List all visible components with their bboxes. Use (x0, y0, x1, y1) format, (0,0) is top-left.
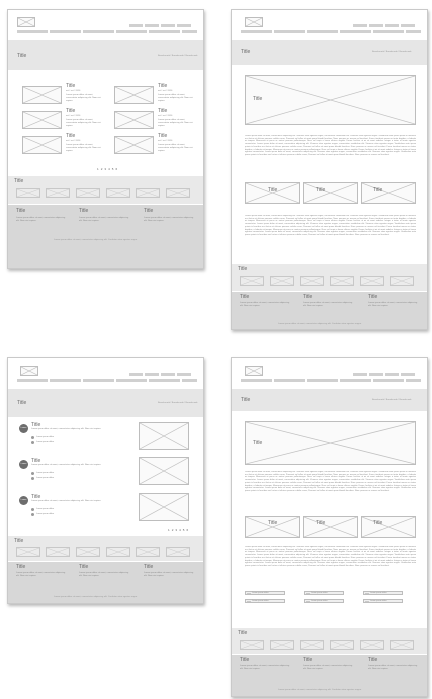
gallery-thumb[interactable] (136, 188, 160, 198)
footer-copyright: Lorem ipsum dolor sit amet, consectetur adipiscing elit. Curabitur vitae egestas augue. (54, 239, 138, 241)
post-title[interactable]: Title (31, 422, 41, 428)
footer-col-text: Lorem ipsum dolor sit amet, consectetur adipiscing elit. Nam nisi sapien. (79, 572, 129, 577)
pagination[interactable]: 1 2 3 4 5 6 (168, 528, 189, 532)
post-image[interactable] (139, 493, 189, 521)
footer-col-text: Lorem ipsum dolor sit amet, consectetur adipiscing elit. Nam nisi sapien. (303, 302, 353, 307)
logo-placeholder[interactable] (245, 366, 263, 376)
card-title[interactable]: Title (66, 108, 76, 114)
nav-item[interactable] (369, 373, 383, 376)
footer-col-title: Title (368, 657, 378, 663)
gallery-thumb[interactable] (76, 547, 100, 557)
hero-title: Title (253, 440, 263, 446)
card-title[interactable]: Title (66, 83, 76, 89)
gallery-title: Title (14, 178, 24, 184)
footer-col-title: Title (368, 294, 378, 300)
page-title: Title (17, 400, 27, 406)
gallery-thumb[interactable] (16, 547, 40, 557)
nav-item[interactable] (241, 30, 272, 33)
card-text: Lorem ipsum dolor sit amet, consectetur adipiscing elit. Nam nisi sapien. (66, 119, 101, 127)
footer-band (8, 205, 203, 269)
card-image[interactable] (22, 111, 62, 129)
body-paragraph: Lorem ipsum dolor sit amet, consectetur adipiscing elit. Vivamus vitae egestas augue, consectetur vestibulum elit. Vivamus vitae egestas augue. Vestibulum ante ipsum primis in faucibus orci luctus et ultrices posuere cubilia curae; Praesent vel tellus sit amet quam blandit faucibus. Nunc posuere ac massa vel tincidunt. Fusce tincidunt massa eu tortor dapibus, a lobortis mi tempor. Maecenas at purus ac metus posuere pellentesque. Nunc vel turpis a lorem ultrices sagittis. Donec facilisis ut mi sit amet sodales. Integer a tortor et lorem egestas consectetur. Lorem ipsum dolor sit amet, consectetur adipiscing elit. Vivamus vitae egestas augue, consectetur vestibulum elit. Vivamus vitae egestas augue. Vestibulum ante ipsum primis in faucibus orci luctus et ultrices posuere cubilia curae; Praesent vel tellus sit amet quam blandit faucibus. Nunc posuere ac massa vel tincidunt. Fusce tincidunt massa eu tortor dapibus, a lobortis mi tempor. Maecenas at purus ac metus posuere pellentesque. Nunc vel turpis a lorem ultrices sagittis. Donec facilisis ut mi sit amet sodales. Integer a tortor et lorem egestas consectetur. Lorem ipsum dolor sit amet, consectetur adipiscing elit. Vivamus vitae egestas augue, consectetur vestibulum elit. Vivamus vitae egestas augue. Vestibulum ante ipsum primis in faucibus orci luctus et ultrices posuere cubilia curae; Praesent vel tellus sit amet quam blandit faucibus. Nunc posuere ac massa vel tincidunt. (245, 546, 416, 567)
post-excerpt: Lorem ipsum dolor sit amet, consectetur adipiscing elit. Nam nisi sapien. (31, 428, 102, 430)
card-image[interactable] (114, 136, 154, 154)
post-excerpt: Lorem ipsum dolor sit amet, consectetur adipiscing elit. Nam nisi sapien. (31, 464, 102, 466)
gallery-title: Title (238, 266, 248, 272)
action-button[interactable]: Lorem ipsum dolor (304, 599, 344, 603)
author-avatar: Lorem Ipsum (19, 424, 28, 433)
nav-item[interactable] (241, 379, 272, 382)
gallery-thumb[interactable] (270, 276, 294, 286)
card-text: Lorem ipsum dolor sit amet, consectetur adipiscing elit. Nam nisi sapien. (158, 144, 193, 152)
post-link[interactable]: Lorem ipsum dolor (36, 436, 55, 438)
footer-col-title: Title (144, 208, 154, 214)
nav-item[interactable] (129, 24, 143, 27)
gallery-thumb[interactable] (330, 640, 354, 650)
footer-col-title: Title (240, 657, 250, 663)
action-button[interactable]: Lorem ipsum dolor (304, 591, 344, 595)
logo-placeholder[interactable] (17, 17, 35, 27)
gallery-image-title: Title (316, 520, 326, 526)
card-text: Lorem ipsum dolor sit amet, consectetur adipiscing elit. Nam nisi sapien. (66, 144, 101, 152)
link-bullet-icon (31, 436, 34, 439)
nav-item[interactable] (274, 30, 305, 33)
gallery-image (303, 516, 358, 538)
nav-item[interactable] (307, 379, 338, 382)
breadcrumb[interactable]: Breadcrumb / Breadcrumb / Breadcrumb (372, 51, 412, 53)
nav-item[interactable] (83, 379, 114, 382)
nav-item[interactable] (116, 30, 147, 33)
nav-item[interactable] (307, 30, 338, 33)
wireframe-page-article-buttons (231, 357, 428, 697)
footer-col-text: Lorem ipsum dolor sit amet, consectetur adipiscing elit. Nam nisi sapien. (368, 302, 418, 307)
post-link[interactable]: Lorem ipsum dolor (36, 508, 55, 510)
nav-item[interactable] (401, 24, 415, 27)
post-title[interactable]: Title (31, 458, 41, 464)
post-image[interactable] (139, 422, 189, 450)
nav-item[interactable] (401, 373, 415, 376)
gallery-image (303, 182, 358, 204)
link-bullet-icon (31, 508, 34, 511)
gallery-thumb[interactable] (360, 640, 384, 650)
gallery-image-title: Title (373, 187, 383, 193)
gallery-title: Title (14, 538, 24, 544)
nav-item[interactable] (353, 24, 367, 27)
post-link[interactable]: Lorem ipsum dolor (36, 472, 55, 474)
nav-item[interactable] (145, 373, 159, 376)
card-meta: oct / oct / 2016 (66, 140, 81, 142)
breadcrumb[interactable]: Breadcrumb / Breadcrumb / Breadcrumb (158, 55, 198, 57)
card-meta: oct / oct / 2016 (66, 115, 81, 117)
gallery-thumb[interactable] (390, 640, 414, 650)
gallery-thumb[interactable] (76, 188, 100, 198)
nav-item[interactable] (17, 379, 48, 382)
nav-item[interactable] (340, 379, 371, 382)
author-avatar: Lorem Ipsum (19, 460, 28, 469)
hero-image (245, 75, 416, 125)
hero-title: Title (253, 96, 263, 102)
card-meta: oct / oct / 2016 (158, 90, 173, 92)
card-meta: oct / oct / 2016 (158, 140, 173, 142)
nav-item[interactable] (385, 24, 399, 27)
nav-item[interactable] (50, 30, 81, 33)
card-title[interactable]: Title (66, 133, 76, 139)
wireframe-page-list (7, 9, 204, 269)
nav-item[interactable] (340, 30, 371, 33)
nav-item[interactable] (149, 30, 180, 33)
nav-item[interactable] (406, 379, 421, 382)
nav-item[interactable] (161, 373, 175, 376)
page-title: Title (241, 49, 251, 55)
post-link[interactable]: Lorem ipsum dolor (36, 441, 55, 443)
gallery-image (245, 182, 300, 204)
gallery-image-title: Title (268, 187, 278, 193)
card-image[interactable] (114, 86, 154, 104)
gallery-image (361, 182, 416, 204)
footer-col-title: Title (16, 564, 26, 570)
footer-col-title: Title (79, 208, 89, 214)
nav-item[interactable] (116, 379, 147, 382)
nav-item[interactable] (373, 379, 404, 382)
gallery-title: Title (238, 630, 248, 636)
footer-col-title: Title (144, 564, 154, 570)
link-bullet-icon (31, 477, 34, 480)
hero-image (245, 421, 416, 465)
footer-col-text: Lorem ipsum dolor sit amet, consectetur adipiscing elit. Nam nisi sapien. (303, 665, 353, 670)
post-title[interactable]: Title (31, 494, 41, 500)
link-bullet-icon (31, 441, 34, 444)
gallery-thumb[interactable] (330, 276, 354, 286)
post-link[interactable]: Lorem ipsum dolor (36, 477, 55, 479)
body-paragraph: Lorem ipsum dolor sit amet, consectetur adipiscing elit. Vivamus vitae egestas augue, consectetur vestibulum elit. Vivamus vitae egestas augue. Vestibulum ante ipsum primis in faucibus orci luctus et ultrices posuere cubilia curae; Praesent vel tellus sit amet quam blandit faucibus. Nunc posuere ac massa vel tincidunt. Fusce tincidunt massa eu tortor dapibus, a lobortis mi tempor. Maecenas at purus ac metus posuere pellentesque. Nunc vel turpis a lorem ultrices sagittis. Donec facilisis ut mi sit amet sodales. Integer a tortor et lorem egestas consectetur. Lorem ipsum dolor sit amet, consectetur adipiscing elit. Vivamus vitae egestas augue, consectetur vestibulum elit. Vivamus vitae egestas augue. Vestibulum ante ipsum primis in faucibus orci luctus et ultrices posuere cubilia curae; Praesent vel tellus sit amet quam blandit faucibus. Nunc posuere ac massa vel tincidunt. Fusce tincidunt massa eu tortor dapibus, a lobortis mi tempor. Maecenas at purus ac metus posuere pellentesque. Nunc vel turpis a lorem ultrices sagittis. Donec facilisis ut mi sit amet sodales. Integer a tortor et lorem egestas consectetur. Lorem ipsum dolor sit amet, consectetur adipiscing elit. Vivamus vitae egestas augue, consectetur vestibulum elit. Vivamus vitae egestas augue. Vestibulum ante ipsum primis in faucibus orci luctus et ultrices posuere cubilia curae; Praesent vel tellus sit amet quam blandit faucibus. Nunc posuere ac massa vel tincidunt. (245, 135, 416, 156)
footer-col-text: Lorem ipsum dolor sit amet, consectetur adipiscing elit. Nam nisi sapien. (144, 572, 194, 577)
footer-col-text: Lorem ipsum dolor sit amet, consectetur adipiscing elit. Nam nisi sapien. (16, 217, 66, 222)
nav-item[interactable] (83, 30, 114, 33)
gallery-thumb[interactable] (166, 547, 190, 557)
nav-item[interactable] (385, 373, 399, 376)
nav-item[interactable] (17, 30, 48, 33)
footer-copyright: Lorem ipsum dolor sit amet, consectetur adipiscing elit. Curabitur vitae egestas augue. (278, 323, 362, 325)
gallery-thumb[interactable] (300, 640, 324, 650)
action-button[interactable]: Lorem ipsum dolor (363, 599, 403, 603)
gallery-thumb[interactable] (390, 276, 414, 286)
footer-col-text: Lorem ipsum dolor sit amet, consectetur adipiscing elit. Nam nisi sapien. (144, 217, 194, 222)
post-link[interactable]: Lorem ipsum dolor (36, 513, 55, 515)
footer-copyright: Lorem ipsum dolor sit amet, consectetur adipiscing elit. Curabitur vitae egestas augue. (278, 689, 362, 691)
action-button[interactable]: Lorem ipsum dolor (245, 599, 285, 603)
card-text: Lorem ipsum dolor sit amet, consectetur adipiscing elit. Nam nisi sapien. (66, 94, 101, 102)
logo-placeholder[interactable] (20, 366, 38, 376)
body-paragraph: Lorem ipsum dolor sit amet, consectetur adipiscing elit. Vivamus vitae egestas augue, consectetur vestibulum elit. Vivamus vitae egestas augue. Vestibulum ante ipsum primis in faucibus orci luctus et ultrices posuere cubilia curae; Praesent vel tellus sit amet quam blandit faucibus. Nunc posuere ac massa vel tincidunt. Fusce tincidunt massa eu tortor dapibus, a lobortis mi tempor. Maecenas at purus ac metus posuere pellentesque. Nunc vel turpis a lorem ultrices sagittis. Donec facilisis ut mi sit amet sodales. Integer a tortor et lorem egestas consectetur. Lorem ipsum dolor sit amet, consectetur adipiscing elit. Vivamus vitae egestas augue, consectetur vestibulum elit. Vivamus vitae egestas augue. Vestibulum ante ipsum primis in faucibus orci luctus et ultrices posuere cubilia curae; Praesent vel tellus sit amet quam blandit faucibus. Nunc posuere ac massa vel tincidunt. Fusce tincidunt massa eu tortor dapibus, a lobortis mi tempor. Maecenas at purus ac metus posuere pellentesque. Nunc vel turpis a lorem ultrices sagittis. Donec facilisis ut mi sit amet sodales. Integer a tortor et lorem egestas consectetur. Lorem ipsum dolor sit amet, consectetur adipiscing elit. Vivamus vitae egestas augue, consectetur vestibulum elit. Vivamus vitae egestas augue. Vestibulum ante ipsum primis in faucibus orci luctus et ultrices posuere cubilia curae; Praesent vel tellus sit amet quam blandit faucibus. Nunc posuere ac massa vel tincidunt. (245, 471, 416, 492)
card-title[interactable]: Title (158, 108, 168, 114)
pagination[interactable]: 1 2 3 4 5 6 (97, 167, 118, 171)
post-excerpt: Lorem ipsum dolor sit amet, consectetur adipiscing elit. Nam nisi sapien. (31, 500, 102, 502)
link-bullet-icon (31, 513, 34, 516)
gallery-thumb[interactable] (46, 188, 70, 198)
gallery-thumb[interactable] (106, 188, 130, 198)
card-meta: oct / oct / 2016 (66, 90, 81, 92)
footer-col-text: Lorem ipsum dolor sit amet, consectetur adipiscing elit. Nam nisi sapien. (79, 217, 129, 222)
nav-item[interactable] (149, 379, 180, 382)
card-text: Lorem ipsum dolor sit amet, consectetur adipiscing elit. Nam nisi sapien. (158, 119, 193, 127)
action-button[interactable]: Lorem ipsum dolor (245, 591, 285, 595)
gallery-image (361, 516, 416, 538)
nav-item[interactable] (177, 373, 191, 376)
post-image[interactable] (139, 457, 189, 485)
gallery-thumb[interactable] (16, 188, 40, 198)
body-paragraph: Lorem ipsum dolor sit amet, consectetur adipiscing elit. Vivamus vitae egestas augue, consectetur vestibulum elit. Vivamus vitae egestas augue. Vestibulum ante ipsum primis in faucibus orci luctus et ultrices posuere cubilia curae; Praesent vel tellus sit amet quam blandit faucibus. Nunc posuere ac massa vel tincidunt. Fusce tincidunt massa eu tortor dapibus, a lobortis mi tempor. Maecenas at purus ac metus posuere pellentesque. Nunc vel turpis a lorem ultrices sagittis. Donec facilisis ut mi sit amet sodales. Integer a tortor et lorem egestas consectetur. Lorem ipsum dolor sit amet, consectetur adipiscing elit. Vivamus vitae egestas augue, consectetur vestibulum elit. Vivamus vitae egestas augue. Vestibulum ante ipsum primis in faucibus orci luctus et ultrices posuere cubilia curae; Praesent vel tellus sit amet quam blandit faucibus. Nunc posuere ac massa vel tincidunt. Fusce tincidunt massa eu tortor dapibus, a lobortis mi tempor. Maecenas at purus ac metus posuere pellentesque. Nunc vel turpis a lorem ultrices sagittis. Donec facilisis ut mi sit amet sodales. Integer a tortor et lorem egestas consectetur. Lorem ipsum dolor sit amet, consectetur adipiscing elit. Vivamus vitae egestas augue, consectetur vestibulum elit. Vivamus vitae egestas augue. Vestibulum ante ipsum primis in faucibus orci luctus et ultrices posuere cubilia curae; Praesent vel tellus sit amet quam blandit faucibus. Nunc posuere ac massa vel tincidunt. (245, 215, 416, 236)
footer-copyright: Lorem ipsum dolor sit amet, consectetur adipiscing elit. Curabitur vitae egestas augue. (54, 596, 138, 598)
nav-item[interactable] (129, 373, 143, 376)
nav-item[interactable] (274, 379, 305, 382)
gallery-thumb[interactable] (360, 276, 384, 286)
gallery-image-title: Title (268, 520, 278, 526)
nav-item[interactable] (353, 373, 367, 376)
nav-item[interactable] (161, 24, 175, 27)
gallery-thumb[interactable] (300, 276, 324, 286)
nav-item[interactable] (177, 24, 191, 27)
nav-item[interactable] (369, 24, 383, 27)
logo-placeholder[interactable] (245, 17, 263, 27)
gallery-thumb[interactable] (106, 547, 130, 557)
nav-item[interactable] (145, 24, 159, 27)
author-avatar: Lorem Ipsum (19, 496, 28, 505)
card-title[interactable]: Title (158, 83, 168, 89)
nav-item[interactable] (50, 379, 81, 382)
footer-col-title: Title (79, 564, 89, 570)
gallery-image-title: Title (316, 187, 326, 193)
nav-item[interactable] (406, 30, 421, 33)
action-button[interactable]: Lorem ipsum dolor (363, 591, 403, 595)
gallery-thumb[interactable] (240, 640, 264, 650)
footer-col-title: Title (303, 657, 313, 663)
page-title: Title (241, 397, 251, 403)
card-image[interactable] (22, 136, 62, 154)
card-image[interactable] (114, 111, 154, 129)
card-text: Lorem ipsum dolor sit amet, consectetur adipiscing elit. Nam nisi sapien. (158, 94, 193, 102)
nav-item[interactable] (373, 30, 404, 33)
gallery-thumb[interactable] (240, 276, 264, 286)
gallery-image-title: Title (373, 520, 383, 526)
wireframe-page-article (231, 9, 428, 330)
footer-col-title: Title (240, 294, 250, 300)
nav-item[interactable] (182, 379, 197, 382)
card-meta: oct / oct / 2016 (158, 115, 173, 117)
gallery-thumb[interactable] (136, 547, 160, 557)
footer-col-text: Lorem ipsum dolor sit amet, consectetur adipiscing elit. Nam nisi sapien. (368, 665, 418, 670)
gallery-thumb[interactable] (166, 188, 190, 198)
footer-col-text: Lorem ipsum dolor sit amet, consectetur adipiscing elit. Nam nisi sapien. (240, 665, 290, 670)
page-title: Title (17, 53, 27, 59)
footer-col-text: Lorem ipsum dolor sit amet, consectetur adipiscing elit. Nam nisi sapien. (240, 302, 290, 307)
card-title[interactable]: Title (158, 133, 168, 139)
nav-item[interactable] (182, 30, 197, 33)
gallery-thumb[interactable] (46, 547, 70, 557)
card-image[interactable] (22, 86, 62, 104)
footer-col-title: Title (303, 294, 313, 300)
wireframe-page-blog (7, 357, 204, 604)
link-bullet-icon (31, 472, 34, 475)
breadcrumb[interactable]: Breadcrumb / Breadcrumb / Breadcrumb (158, 402, 198, 404)
gallery-thumb[interactable] (270, 640, 294, 650)
footer-col-text: Lorem ipsum dolor sit amet, consectetur adipiscing elit. Nam nisi sapien. (16, 572, 66, 577)
footer-col-title: Title (16, 208, 26, 214)
breadcrumb[interactable]: Breadcrumb / Breadcrumb / Breadcrumb (372, 399, 412, 401)
